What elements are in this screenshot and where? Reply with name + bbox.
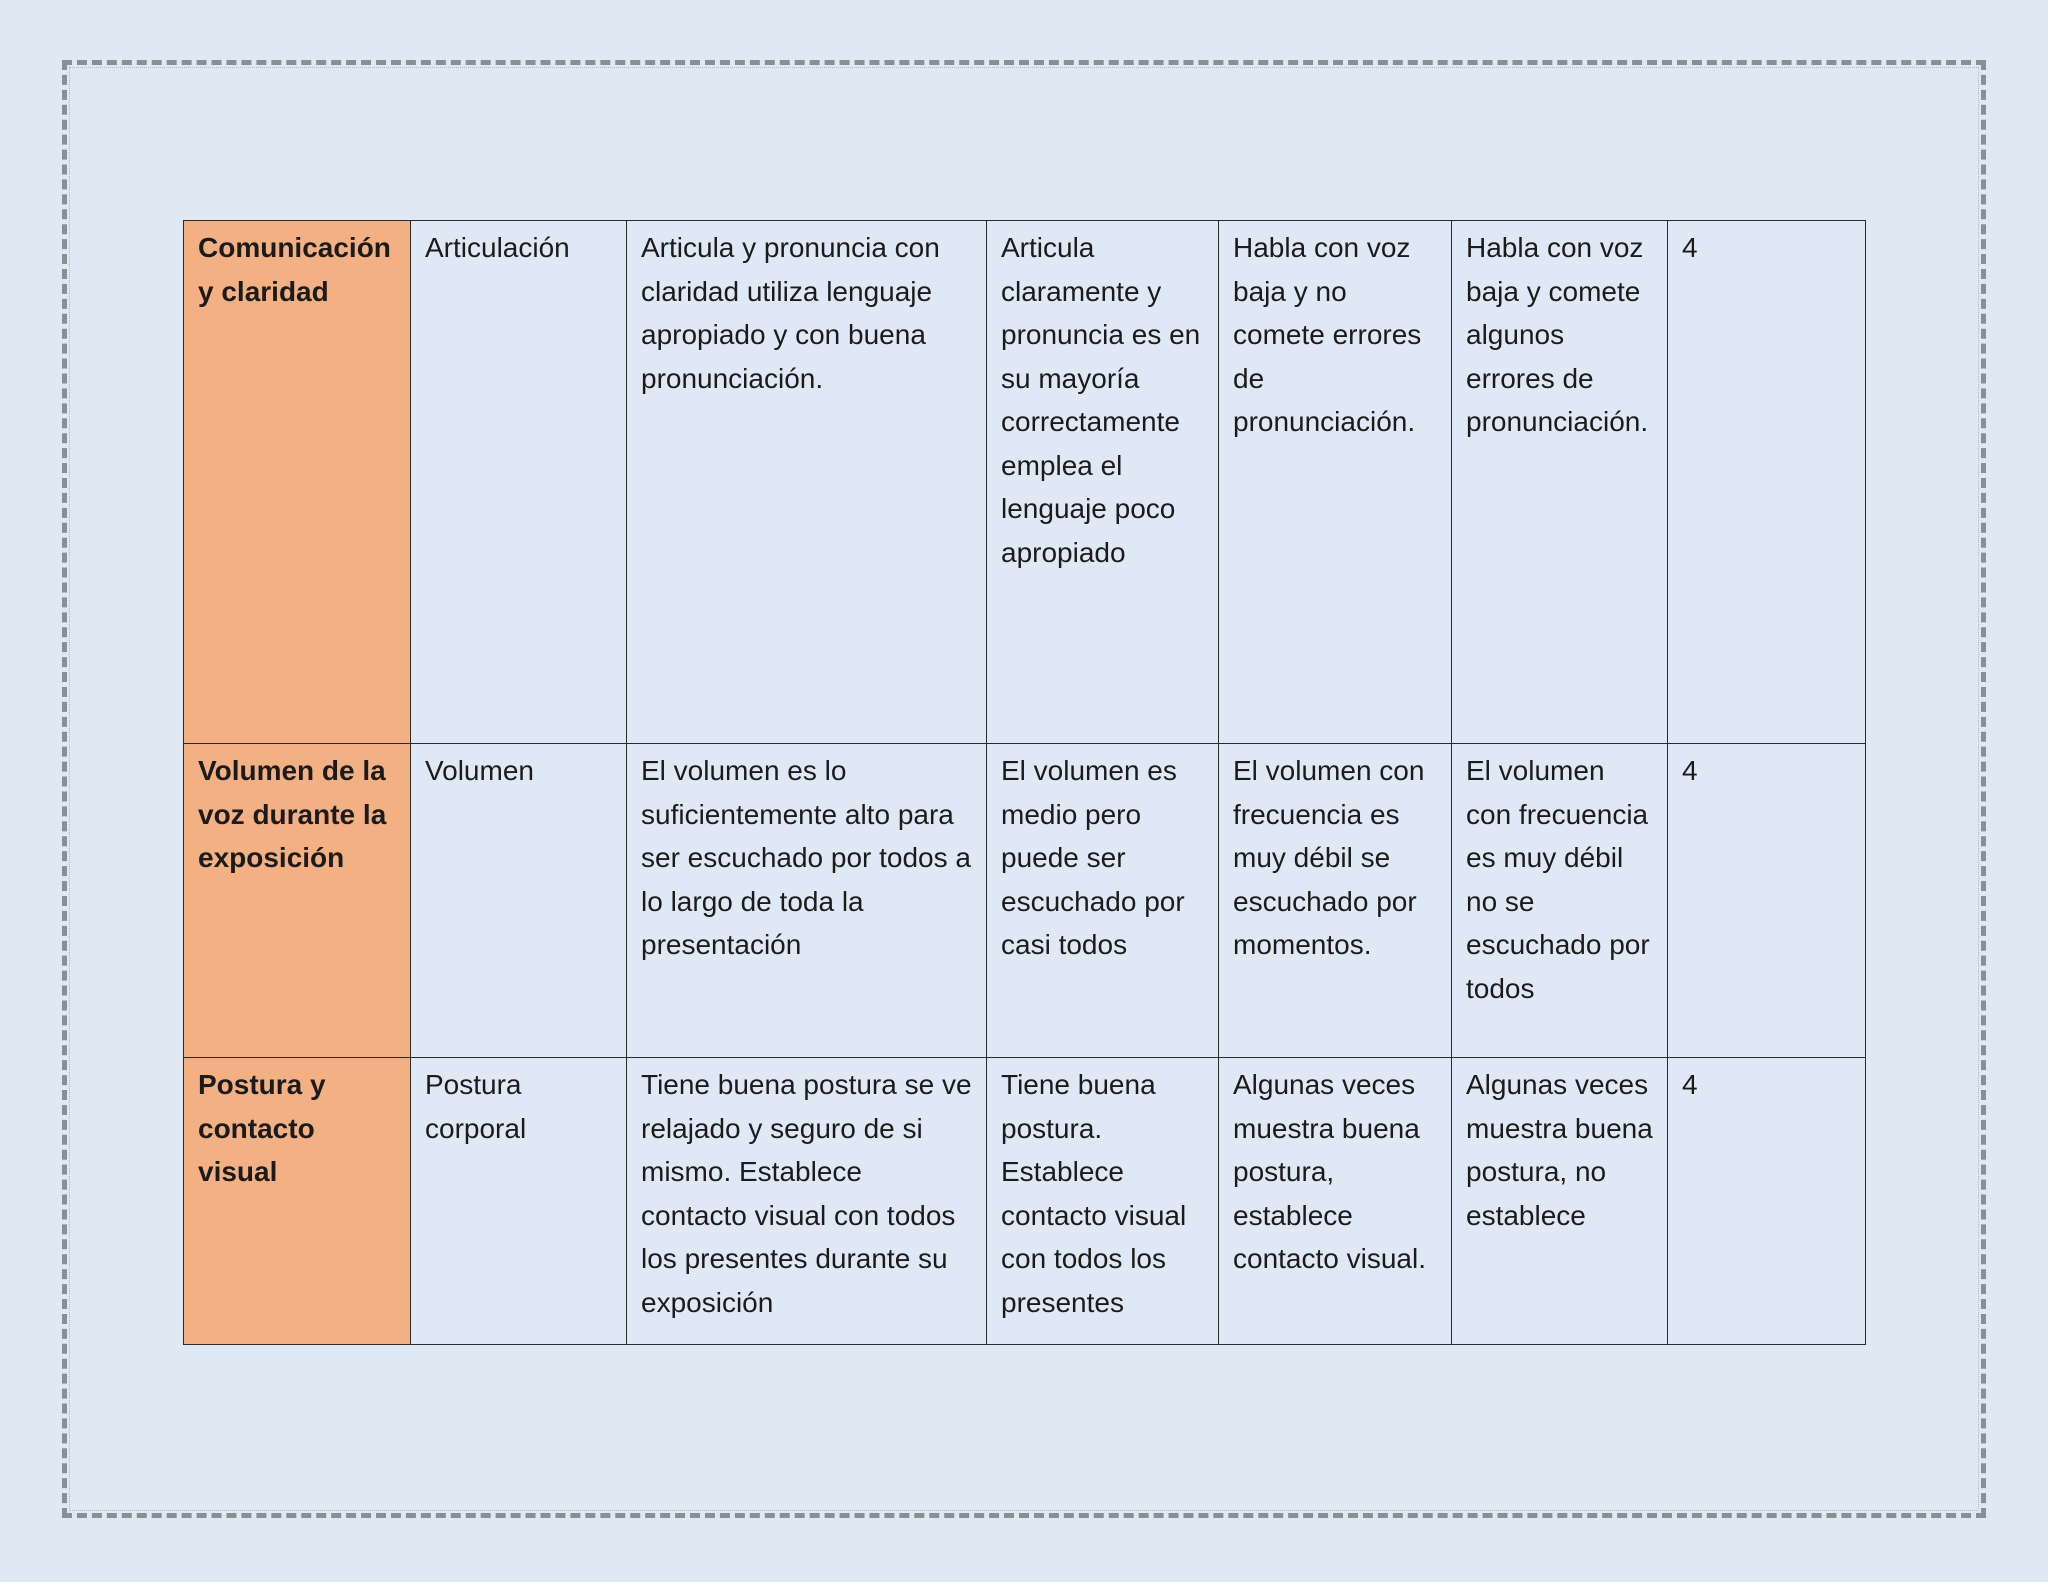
level-cell: Habla con voz baja y no comete errores de pronunciación. [1219, 221, 1452, 744]
level-cell: Tiene buena postura se ve relajado y seguro de si mismo. Establece contacto visual con todos los presentes durante su exposición [627, 1058, 987, 1345]
table-row [184, 221, 1866, 744]
score-cell: 4 [1668, 1058, 1866, 1345]
table-row [184, 1058, 1866, 1345]
level-cell: Algunas veces muestra buena postura, establece contacto visual. [1219, 1058, 1452, 1345]
level-cell: El volumen es medio pero puede ser escuchado por casi todos [987, 744, 1219, 1058]
aspect-cell: Articulación [411, 221, 627, 744]
level-cell: El volumen con frecuencia es muy débil se escuchado por momentos. [1219, 744, 1452, 1058]
criterion-cell: Postura y contacto visual [184, 1058, 411, 1345]
level-cell: Algunas veces muestra buena postura, no establece [1452, 1058, 1668, 1345]
score-cell: 4 [1668, 221, 1866, 744]
aspect-cell: Volumen [411, 744, 627, 1058]
level-cell: Articula y pronuncia con claridad utiliza lenguaje apropiado y con buena pronunciación. [627, 221, 987, 744]
level-cell: Tiene buena postura. Establece contacto visual con todos los presentes [987, 1058, 1219, 1345]
level-cell: El volumen es lo suficientemente alto para ser escuchado por todos a lo largo de toda la presentación [627, 744, 987, 1058]
level-cell: Habla con voz baja y comete algunos errores de pronunciación. [1452, 221, 1668, 744]
table-row [184, 744, 1866, 1058]
score-cell: 4 [1668, 744, 1866, 1058]
level-cell: El volumen con frecuencia es muy débil no se escuchado por todos [1452, 744, 1668, 1058]
rubric-table [183, 220, 1866, 1345]
criterion-cell: Volumen de la voz durante la exposición [184, 744, 411, 1058]
criterion-cell: Comunicación y claridad [184, 221, 411, 744]
aspect-cell: Postura corporal [411, 1058, 627, 1345]
level-cell: Articula claramente y pronuncia es en su mayoría correctamente emplea el lenguaje poco apropiado [987, 221, 1219, 744]
